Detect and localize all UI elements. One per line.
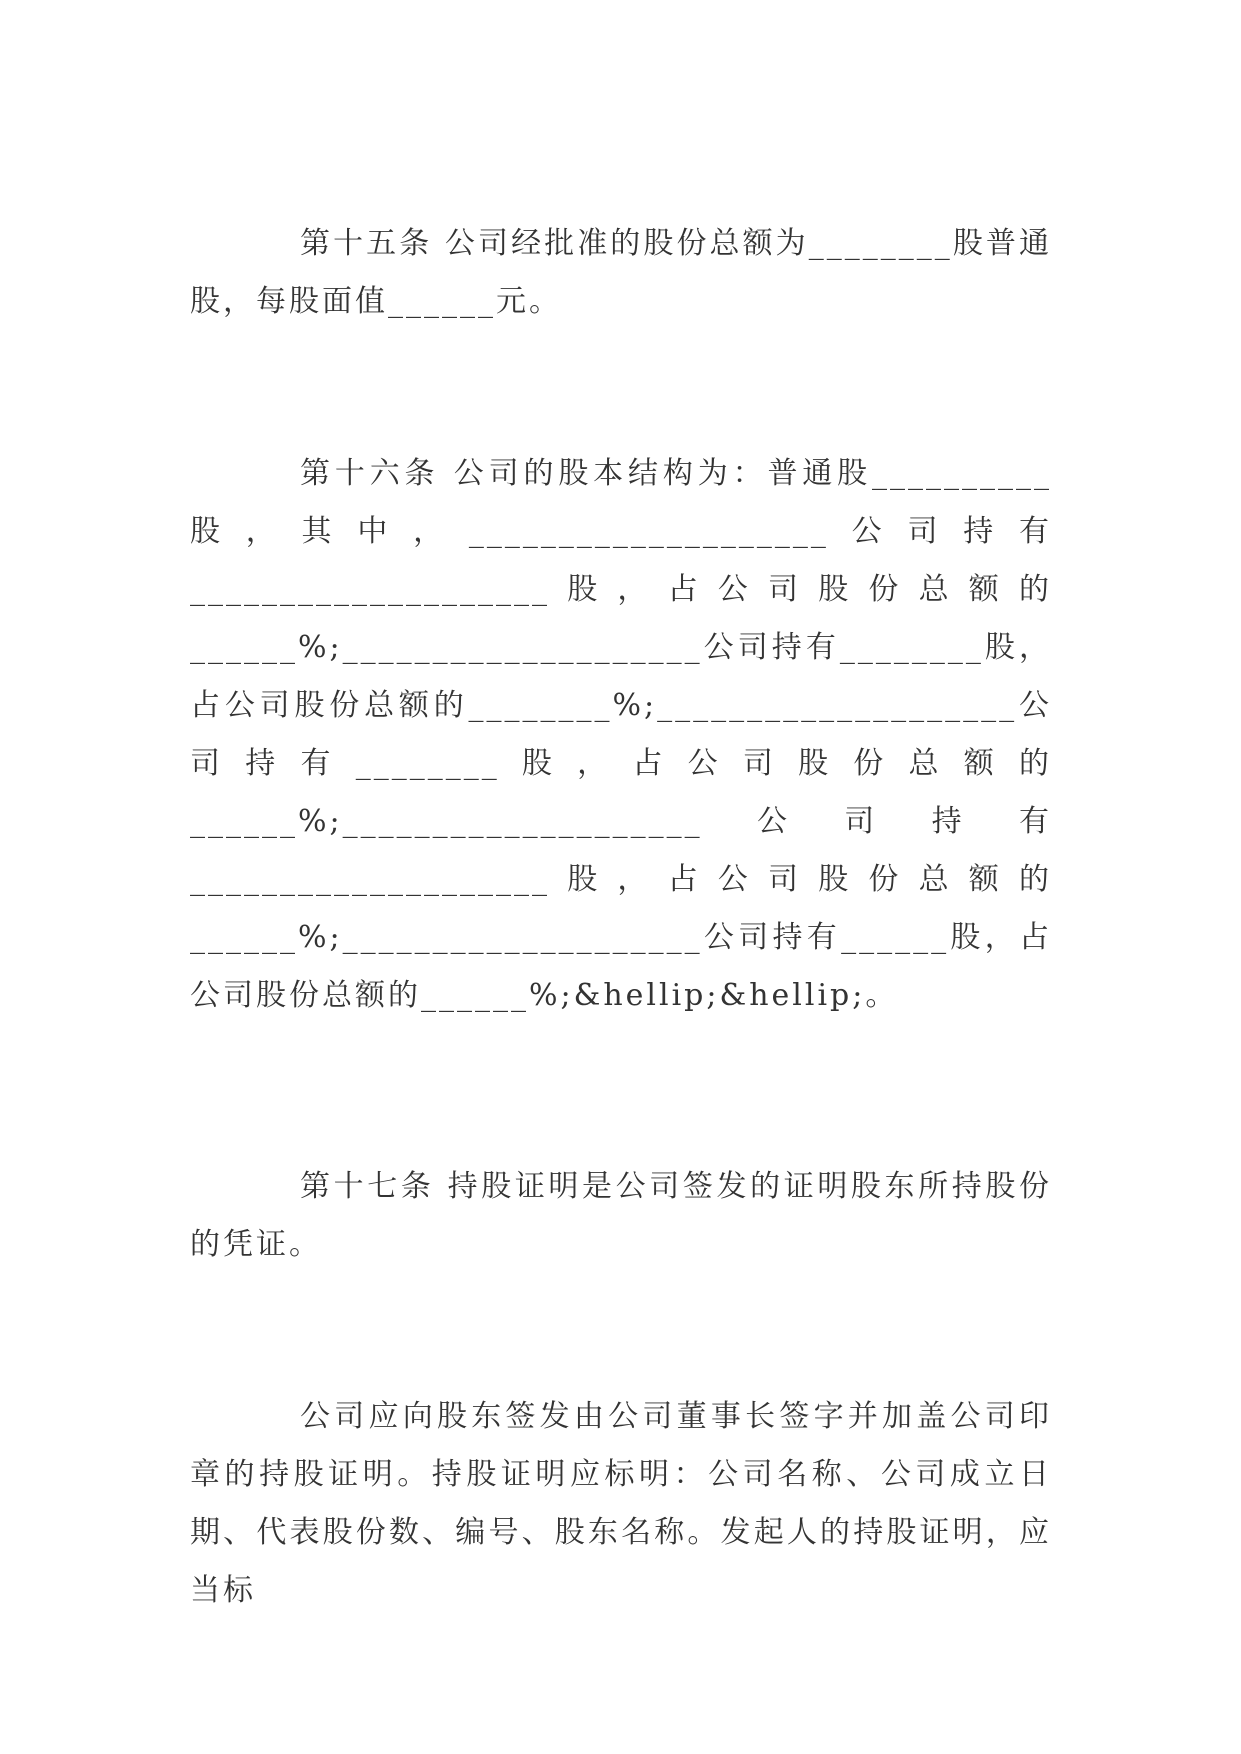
- article-16-paragraph: 第十六条 公司的股本结构为：普通股__________股，其中，____________________公司持有____________________股，占公司股份总额的______%;____________________公司持有________股，占公司股份总额的________%;____________________公司持有________股，占公司股份总额的______%;____________________公司持有____________________股，占公司股份总额的______%;____________________公司持有______股，占公司股份总额的______%;&hellip;&hellip;。: [190, 456, 1052, 1013]
- article-15-paragraph: 第十五条 公司经批准的股份总额为________股普通股，每股面值______元。: [190, 226, 1052, 319]
- share-certificate-paragraph: 公司应向股东签发由公司董事长签字并加盖公司印章的持股证明。持股证明应标明：公司名称、公司成立日期、代表股份数、编号、股东名称。发起人的持股证明，应当标: [190, 1399, 1052, 1608]
- article-17-paragraph: 第十七条 持股证明是公司签发的证明股东所持股份的凭证。: [190, 1169, 1052, 1262]
